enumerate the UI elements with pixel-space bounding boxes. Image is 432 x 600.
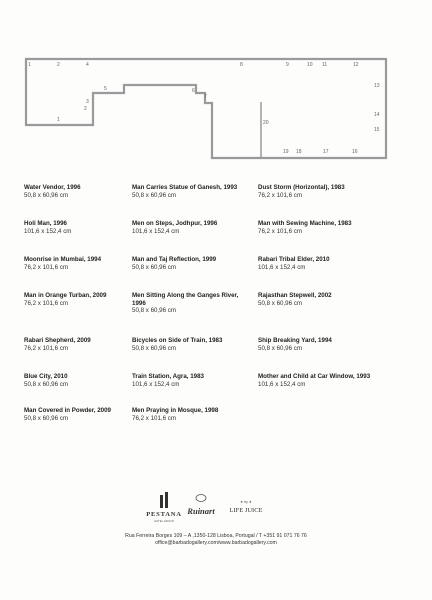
work-size: 101,6 x 152,4 cm (258, 380, 306, 388)
work-size: 76,2 x 101,6 cm (24, 344, 69, 352)
work-item-2 (24, 220, 146, 235)
pestana-wordmark: PESTANA (146, 511, 182, 518)
plan-label-1a: 1 (28, 62, 31, 68)
ruinart-crest (196, 495, 206, 502)
work-item-8 (132, 184, 254, 199)
work-item-9 (132, 220, 254, 235)
work-title: Bicycles on Side of Train, 1983 (132, 337, 223, 344)
footer-contact: office@barbadogallery.com/www.barbadogallery.com (155, 540, 277, 546)
plan-label-5: 5 (104, 86, 107, 92)
plan-label-10: 10 (307, 62, 313, 68)
work-title: Men Praying in Mosque, 1998 (132, 407, 219, 414)
plan-label-13: 13 (374, 83, 380, 89)
work-size: 50,8 x 60,96 cm (132, 307, 177, 315)
plan-label-7: 7 (204, 94, 207, 100)
work-title: Man with Sewing Machine, 1983 (258, 220, 352, 227)
work-title: Rabari Tribal Elder, 2010 (258, 256, 330, 263)
work-size: 76,2 x 101,6 cm (258, 227, 303, 235)
work-item-12 (132, 337, 254, 352)
work-size: 50,8 x 60,96 cm (24, 380, 69, 388)
work-item-11 (132, 292, 250, 315)
work-item-16 (258, 220, 380, 235)
work-item-19 (258, 337, 380, 352)
plan-label-15: 15 (374, 127, 380, 133)
work-size: 76,2 x 101,6 cm (24, 299, 69, 307)
plan-label-17: 17 (323, 149, 329, 155)
plan-label-18: 18 (296, 149, 302, 155)
footer-address: Rua Ferreira Borges 109 – A ,1350-128 Lisboa, Portugal / T +351 91 071 76 76 (125, 533, 307, 539)
life-juice-top: ★ by ★ (240, 500, 252, 504)
work-size: 101,6 x 152,4 cm (258, 263, 306, 271)
work-size: 101,6 x 152,4 cm (132, 227, 180, 235)
work-size: 50,8 x 60,96 cm (258, 299, 303, 307)
work-title: Man and Taj Reflection, 1999 (132, 256, 217, 263)
work-item-20 (258, 373, 398, 388)
work-title: Holi Man, 1996 (24, 220, 67, 227)
work-title: Train Station, Agra, 1983 (132, 373, 204, 380)
work-size: 76,2 x 101,6 cm (258, 191, 303, 199)
work-size: 50,8 x 60,96 cm (132, 344, 177, 352)
ruinart-wordmark: Ruinart (187, 506, 215, 516)
plan-label-9: 9 (286, 62, 289, 68)
plan-label-16: 16 (352, 149, 358, 155)
work-size: 76,2 x 101,6 cm (132, 414, 177, 422)
work-size: 50,8 x 60,96 cm (132, 191, 177, 199)
work-item-15 (258, 184, 380, 199)
work-size: 50,8 x 60,96 cm (24, 191, 69, 199)
work-size: 50,8 x 60,96 cm (258, 344, 303, 352)
work-title: Rajasthan Stepwell, 2002 (258, 292, 332, 299)
work-title: Dust Storm (Horizontal), 1983 (258, 184, 345, 191)
plan-label-19: 19 (283, 149, 289, 155)
work-item-1 (24, 184, 146, 199)
work-title: Men on Steps, Jodhpur, 1996 (132, 220, 218, 227)
plan-label-12: 12 (353, 62, 359, 68)
work-item-17 (258, 256, 380, 271)
work-title: Water Vendor, 1996 (24, 184, 81, 191)
plan-label-2b: 2 (84, 106, 87, 112)
work-item-7 (24, 407, 146, 422)
footer (0, 533, 432, 547)
sponsor-logos (0, 486, 432, 526)
work-item-14 (132, 407, 254, 422)
life-juice-logo (229, 500, 262, 514)
work-title: Moonrise in Mumbai, 1994 (24, 256, 102, 263)
work-item-5 (24, 337, 146, 352)
floor-plan-outline (26, 59, 386, 158)
work-title: Man in Orange Turban, 2009 (24, 292, 107, 299)
work-title: Rabari Shepherd, 2009 (24, 337, 91, 344)
work-item-13 (132, 373, 254, 388)
work-title: Men Sitting Along the Ganges River, 1996 (132, 292, 239, 307)
work-item-4 (24, 292, 146, 307)
ruinart-logo (186, 495, 215, 517)
work-size: 50,8 x 60,96 cm (24, 414, 69, 422)
plan-label-6: 6 (192, 88, 195, 94)
plan-label-3a: 4 (86, 62, 89, 68)
work-size: 50,8 x 60,96 cm (132, 263, 177, 271)
plan-label-3b: 3 (86, 99, 89, 105)
work-item-3 (24, 256, 146, 271)
plan-label-2a: 2 (57, 62, 60, 68)
work-item-10 (132, 256, 254, 271)
work-title: Man Covered in Powder, 2009 (24, 407, 111, 414)
work-size: 76,2 x 101,6 cm (24, 263, 69, 271)
plan-label-8: 8 (240, 62, 243, 68)
work-size: 101,6 x 152,4 cm (24, 227, 72, 235)
pestana-logo (146, 492, 181, 523)
work-item-6 (24, 373, 146, 388)
pestana-subtitle: HOTEL GROUP (153, 519, 175, 523)
work-size: 101,6 x 152,4 cm (132, 380, 180, 388)
life-juice-wordmark: LIFE JUICE (229, 507, 263, 514)
work-title: Ship Breaking Yard, 1994 (258, 337, 332, 344)
floor-plan-labels (28, 62, 380, 155)
plan-label-20: 20 (263, 120, 269, 126)
work-title: Mother and Child at Car Window, 1993 (258, 373, 371, 380)
plan-label-11: 11 (322, 62, 328, 68)
plan-label-14: 14 (374, 112, 380, 118)
work-title: Man Carries Statue of Ganesh, 1993 (132, 184, 238, 191)
work-title: Blue City, 2010 (24, 373, 68, 380)
floor-plan (0, 0, 432, 170)
pestana-mark-bar (160, 495, 163, 508)
pestana-mark-bar (165, 492, 168, 508)
plan-label-1b: 1 (57, 117, 60, 123)
work-item-18 (258, 292, 380, 307)
